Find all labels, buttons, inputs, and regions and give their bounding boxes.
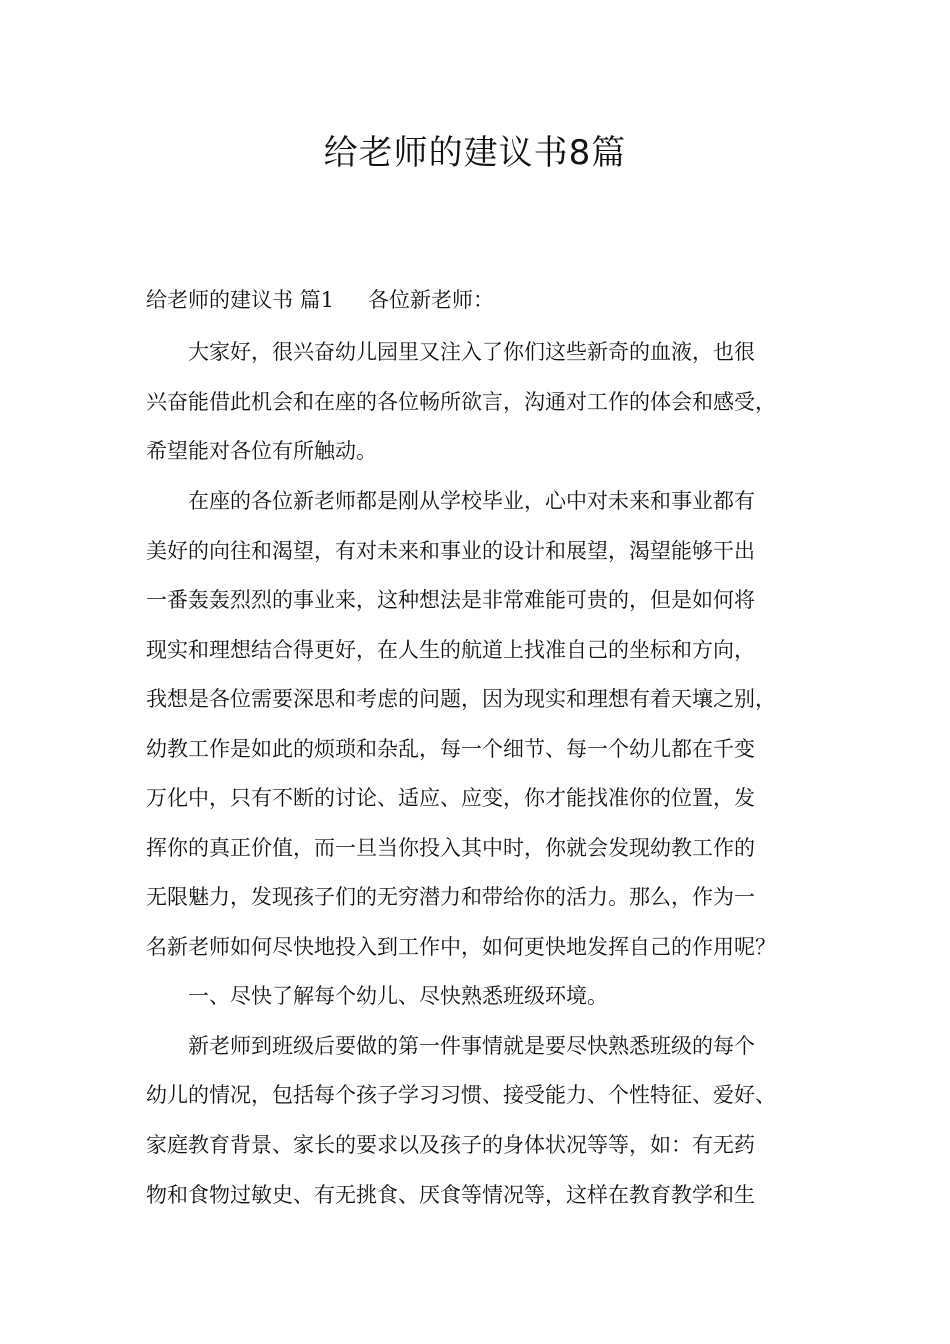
document-title: 给老师的建议书8篇 <box>323 133 627 173</box>
paragraph-line: 万化中，只有不断的讨论、适应、应变，你才能找准你的位置，发 <box>146 786 755 810</box>
paragraph-line: 物和食物过敏史、有无挑食、厌食等情况等，这样在教育教学和生 <box>146 1183 755 1207</box>
paragraph-line: 我想是各位需要深思和考虑的问题，因为现实和理想有着天壤之别， <box>146 687 776 711</box>
greeting-text: 各位新老师： <box>368 288 495 312</box>
section-heading-line <box>146 285 826 315</box>
paragraph-line: 兴奋能借此机会和在座的各位畅所欲言，沟通对工作的体会和感受， <box>146 390 776 414</box>
paragraph-line: 幼儿的情况，包括每个孩子学习习惯、接受能力、个性特征、爱好、 <box>146 1083 776 1107</box>
paragraph-line: 美好的向往和渴望，有对未来和事业的设计和展望，渴望能够干出 <box>146 539 755 563</box>
paragraph-line: 现实和理想结合得更好，在人生的航道上找准自己的坐标和方向， <box>146 638 755 662</box>
paragraph-line: 名新老师如何尽快地投入到工作中，如何更快地发挥自己的作用呢？ <box>146 935 776 959</box>
paragraph-line: 无限魅力，发现孩子们的无穷潜力和带给你的活力。那么，作为一 <box>146 885 755 909</box>
paragraph-line: 在座的各位新老师都是刚从学校毕业，心中对未来和事业都有 <box>188 489 755 513</box>
paragraph-line: 大家好，很兴奋幼儿园里又注入了你们这些新奇的血液，也很 <box>188 340 755 364</box>
paragraph-line: 一番轰轰烈烈的事业来，这种想法是非常难能可贵的，但是如何将 <box>146 588 755 612</box>
paragraph-line: 新老师到班级后要做的第一件事情就是要尽快熟悉班级的每个 <box>188 1034 755 1058</box>
paragraph-line: 挥你的真正价值，而一旦当你投入其中时，你就会发现幼教工作的 <box>146 836 755 860</box>
paragraph-line: 幼教工作是如此的烦琐和杂乱，每一个细节、每一个幼儿都在千变 <box>146 737 755 761</box>
section-heading-label: 给老师的建议书 篇1 <box>146 288 335 312</box>
paragraph-line: 家庭教育背景、家长的要求以及孩子的身体状况等等，如：有无药 <box>146 1133 755 1157</box>
section-subheading: 一、尽快了解每个幼儿、尽快熟悉班级环境。 <box>188 984 608 1008</box>
paragraph-line: 希望能对各位有所触动。 <box>146 439 377 463</box>
